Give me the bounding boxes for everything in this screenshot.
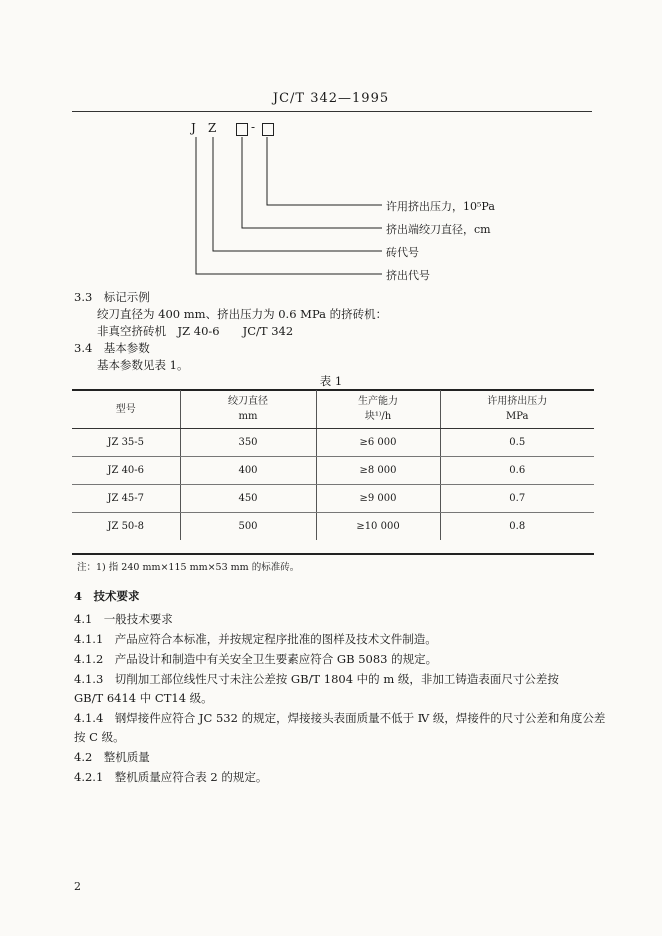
section-4-2: 4.2 整机质量 — [74, 750, 150, 764]
table1-header-row — [72, 390, 594, 429]
code-dash: - — [251, 120, 256, 134]
table1-note: 注：1) 指 240 mm×115 mm×53 mm 的标准砖。 — [77, 562, 300, 573]
page-number: 2 — [74, 880, 81, 893]
table-cell: 0.6 — [440, 457, 594, 485]
section-4-2-1: 4.2.1 整机质量应符合表 2 的规定。 — [74, 770, 268, 784]
table-cell: JZ 35-5 — [72, 429, 180, 457]
table-cell: JZ 40-6 — [72, 457, 180, 485]
code-label-extrusion: 挤出代号 — [386, 269, 430, 282]
table-cell: ≥8 000 — [316, 457, 440, 485]
table-row — [72, 429, 594, 457]
table-row — [72, 513, 594, 541]
code-label-diameter: 挤出端绞刀直径，cm — [386, 223, 491, 236]
table-cell: ≥9 000 — [316, 485, 440, 513]
leader-brick — [213, 137, 382, 251]
section-3-4-line1: 基本参数见表 1。 — [97, 358, 189, 372]
leader-pressure — [267, 137, 382, 205]
table-cell: ≥10 000 — [316, 513, 440, 541]
section-3-3-line1: 绞刀直径为 400 mm、挤出压力为 0.6 MPa 的挤砖机： — [97, 307, 388, 321]
section-3-3-heading: 3.3 标记示例 — [74, 290, 150, 304]
table1-header-pressure: 许用挤出压力 MPa — [440, 390, 594, 429]
table1-header-diameter: 绞刀直径 mm — [180, 390, 316, 429]
table-cell: 0.5 — [440, 429, 594, 457]
section-4-heading: 4 技术要求 — [74, 589, 140, 603]
section-4-1: 4.1 一般技术要求 — [74, 612, 173, 626]
table-cell: 400 — [180, 457, 316, 485]
section-3-4-heading: 3.4 基本参数 — [74, 341, 150, 355]
code-label-pressure: 许用挤出压力，10⁵Pa — [386, 200, 495, 213]
table-cell: 450 — [180, 485, 316, 513]
section-4-1-2: 4.1.2 产品设计和制造中有关安全卫生要素应符合 GB 5083 的规定。 — [74, 652, 438, 666]
table-cell: JZ 50-8 — [107, 521, 145, 532]
table-cell: 500 — [180, 513, 316, 541]
table-row — [72, 457, 594, 485]
table-cell: 350 — [180, 429, 316, 457]
section-4-1-4-line2: 按 C 级。 — [74, 730, 125, 744]
table1-caption: 表 1 — [319, 374, 343, 388]
table-cell: 0.8 — [440, 513, 594, 541]
table-cell: JZ 45-7 — [72, 485, 180, 513]
section-4-1-4-line1: 4.1.4 钢焊接件应符合 JC 532 的规定，焊接接头表面质量不低于 Ⅳ 级，焊接件的尺寸公差和角度公差 — [74, 711, 606, 725]
section-4-1-3-line2: GB/T 6414 中 CT14 级。 — [74, 691, 213, 705]
table1-header-model: 型号 — [72, 390, 180, 429]
doc-code-header: JC/T 342—1995 — [272, 91, 390, 106]
leader-diameter — [242, 137, 382, 228]
code-letter-z: Z — [208, 121, 217, 135]
table1-bottom-rule — [72, 553, 594, 555]
code-letter-j: J — [191, 121, 196, 135]
section-3-3-line2: 非真空挤砖机 JZ 40-6 JC/T 342 — [97, 324, 294, 338]
code-label-brick: 砖代号 — [386, 246, 419, 259]
table-row — [72, 485, 594, 513]
table1 — [72, 390, 594, 540]
code-diagram-lines — [0, 0, 662, 300]
section-4-1-1: 4.1.1 产品应符合本标准，并按规定程序批准的图样及技术文件制造。 — [74, 632, 437, 646]
section-4-1-3-line1: 4.1.3 切削加工部位线性尺寸未注公差按 GB/T 1804 中的 m 级，非加工铸造表面尺寸公差按 — [74, 672, 559, 686]
table1-header-capacity: 生产能力 块¹⁾/h — [316, 390, 440, 429]
table-cell: ≥6 000 — [316, 429, 440, 457]
table-cell: 0.7 — [440, 485, 594, 513]
